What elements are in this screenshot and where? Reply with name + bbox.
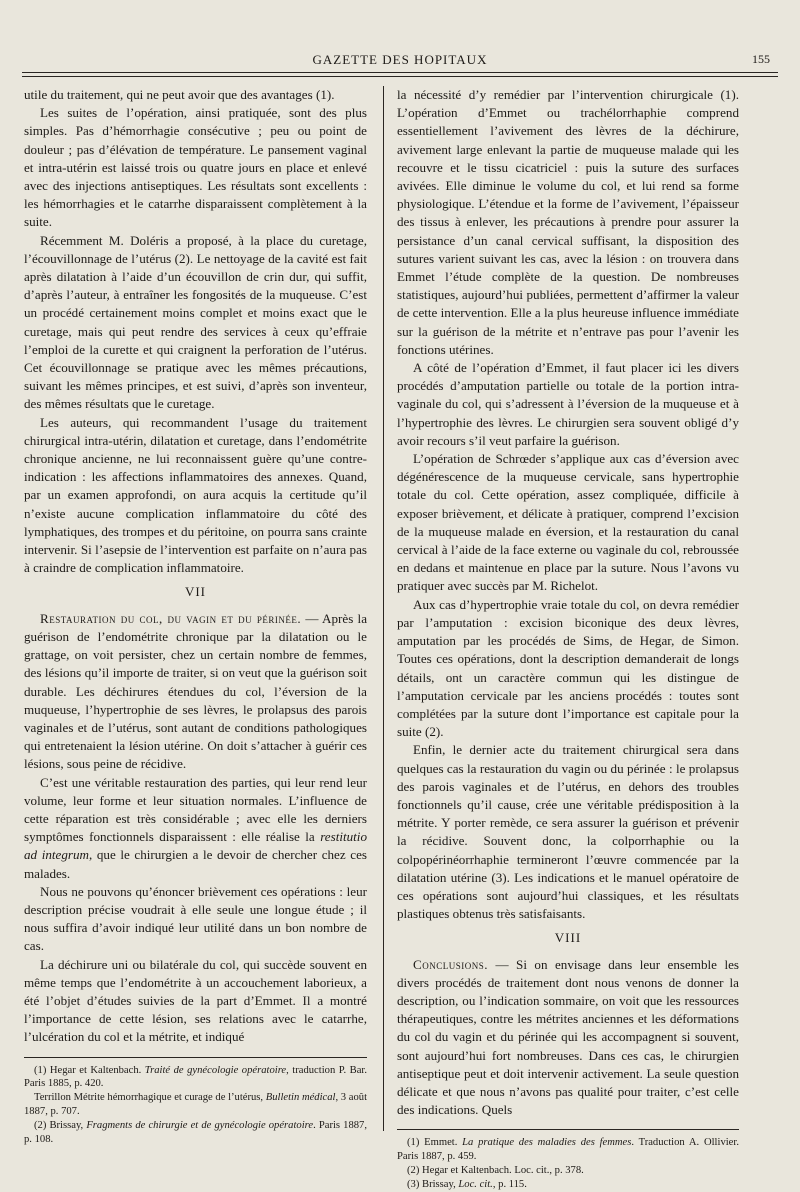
footnote: (2) Hegar et Kaltenbach. Loc. cit., p. 378. <box>407 1164 584 1176</box>
footnote-title: Fragments de chirurgie et de gynécologie opératoire <box>86 1119 314 1131</box>
paragraph: Les suites de l’opération, ainsi pratiquée, sont des plus simples. Pas d’hémorrhagie consécutive ; peu ou point de douleur ; pas d’élévation de température. Le pansement vaginal et intra-utérin est laissé trois ou quatre jours en place et enlevé avec des injections antiseptiques. Les résultats sont excellents : les hémorrhagies et le catarrhe disparaissent complètement à la suite. <box>24 105 367 230</box>
footnote-title: Bulletin médical <box>265 1092 336 1104</box>
paragraph: L’opération de Schrœder s’applique aux cas d’éversion avec dégénérescence de la muqueuse cervicale, sans hypertrophie totale du col. Cette opération, assez compliquée, difficile à exposer brièvement, et délicate à pratiquer, comprend l’excision de la muqueuse malade en éversion, et la restauration du canal cervical à l’aide de la face externe ou vaginale du col, rebroussée en dedans et maintenue en place par la suture. Nous l’avons vu pratiquer avec succès par M. Richelot. <box>397 451 739 594</box>
paragraph-text: , que le chirurgien a le devoir de chercher chez ces malades. <box>24 847 368 881</box>
paragraph: Enfin, le dernier acte du traitement chirurgical sera dans quelques cas la restauration du vagin ou du périnée : le prolapsus des parois vaginales et de l’utérus, en dehors des troubles fonctionnels qu’il cause, crée une véritable prédisposition à la métrite. Y porter remède, ce sera assurer la guérison et prévenir la récidive. Souvent donc, la colporrhaphie ou la colpopérinéorrhaphie termineront l’œuvre commencée par la dilatation utérine (3). Les indications et le manuel opératoire de ces opérations sont aujourd’hui classiques, et les résultats plastiques obtenus très satisfaisants. <box>397 742 739 922</box>
footnote <box>397 1178 739 1192</box>
paragraph: Récemment M. Doléris a proposé, à la place du curetage, l’écouvillonnage de l’utérus (2). Le nettoyage de la cavité est fait après dilatation à l’aide d’un écouvillon de crin dur, qui suffit, d’après l’auteur, à entraîner les fongosités de la muqueuse. C’est un procédé certainement moins complet et moins exact que le curetage, mais qui peut rendre des services à ceux qu’effraie l’emploi de la curette et qui craignent la perforation de l’utérus. Cet écouvillonnage se pratique avec les mêmes précautions, suivant les mêmes principes, et est suivi, d’après son inventeur, des mêmes résultats que le curetage. <box>24 232 367 412</box>
paragraph: Nous ne pouvons qu’énoncer brièvement ces opérations : leur description précise voudrait à elle seule une longue étude ; il nous suffira d’avoir indiqué leur utilité dans un bon nombre de cas. <box>24 883 367 954</box>
publication-title: GAZETTE DES HOPITAUX <box>312 52 488 67</box>
footnote-text: (1) Hegar et Kaltenbach. <box>34 1064 145 1076</box>
footnote-title: Loc. cit. <box>458 1178 493 1190</box>
paragraph <box>397 956 739 1120</box>
footnote <box>397 1136 739 1164</box>
footnote-text: . Traduction A. Ollivier. Paris 1887, p. 459. <box>397 1137 739 1163</box>
footnote-title: La pratique des maladies des femmes <box>462 1137 632 1149</box>
footnote-title: Traité de gynécologie opératoire <box>144 1064 287 1076</box>
header-rule-double <box>22 76 778 77</box>
page-header <box>22 50 778 72</box>
footnote-rule <box>397 1129 739 1130</box>
paragraph-text: C’est une véritable restauration des parties, qui leur rend leur volume, leur forme et leur situation normales. L’influence de cette réparation est très considérable ; avec elle les derniers symptômes fonctionnels disparaissent : elle réalise la <box>24 774 367 845</box>
paragraph: La déchirure uni ou bilatérale du col, qui succède souvent en même temps que l’endométrite à un accouchement laborieux, a été l’objet d’études suivies de la part d’Emmet. Il a montré l’importance de cette lésion, ses relations avec le catarrhe, l’ulcération du col et la métrite, et indiqué <box>24 956 367 1045</box>
footnote-text: (1) Emmet. <box>407 1137 463 1149</box>
footnote-text: Terrillon Métrite hémorrhagique et curage de l’utérus, <box>34 1092 266 1104</box>
paragraph: la nécessité d’y remédier par l’intervention chirurgicale (1). L’opération d’Emmet ou trachélorrhaphie comprend essentiellement l’avivement des lèvres de la déchirure, avivement large enlevant la partie de muqueuse malade qui les recouvre et le tissu cicatriciel : puis la suture des surfaces avivées. Elle diminue le volume du col, et lui rend sa forme physiologique. L’étendue et la forme de l’avivement, l’épaisseur des tissus à enlever, les précautions à prendre pour assurer la persistance d’un canal cervical suffisant, la disposition des sutures varient suivant les cas, avec la lésion : on trouvera dans Emmet l’étude complète de la question. De nombreuses statistiques, aujourd’hui publiées, permettent d’affirmer la valeur de cette intervention. Elle a la plus heureuse influence immédiate sur la guérison de la métrite et n’entrave pas pour l’avenir les fonctions utérines. <box>397 87 739 357</box>
right-column <box>397 86 739 1192</box>
footnote <box>24 1064 367 1092</box>
footnote-text: . Paris 1887, p. 108. <box>24 1119 367 1145</box>
paragraph: Les auteurs, qui recommandent l’usage du traitement chirurgical intra-utérin, dilatation et curetage, dans l’endométrite chronique ancienne, ne lui reconnaissent guère qu’une contre-indication : les affections inflammatoires des annexes. Quand, par un examen approfondi, on aura acquis la certitude qu’il n’existe aucune complication inflammatoire du côté des lymphatiques, des trompes et du péritoine, on pourra sans crainte intervenir. Si l’asepsie de l’intervention est parfaite on n’aura pas à craindre de complication inflammatoire. <box>24 414 367 576</box>
header-rule <box>22 72 778 73</box>
paragraph: A côté de l’opération d’Emmet, il faut placer ici les divers procédés d’amputation partielle ou totale de la portion intra-vaginale du col, qui s’adressent à l’éversion de la muqueuse et à l’hypertrophie des lèvres. Le chirurgien sera souvent obligé d’y avoir recours s’il veut parfaire la guérison. <box>397 360 739 448</box>
paragraph <box>24 774 367 883</box>
page-number: 155 <box>752 52 770 66</box>
footnote-text: , p. 115. <box>492 1178 527 1190</box>
section-heading: Restauration du col, du vagin et du périnée. <box>40 610 302 626</box>
section-heading: Conclusions. <box>413 956 489 972</box>
section-number: VII <box>184 584 207 600</box>
footnote-text: , traduction P. Bar. Paris 1885, p. 420. <box>24 1064 367 1090</box>
section-number: VIII <box>554 930 582 946</box>
paragraph <box>24 610 367 774</box>
paragraph: utile du traitement, qui ne peut avoir que des avantages (1). <box>24 87 335 102</box>
footnote-text: (3) Brissay, <box>407 1178 459 1190</box>
paragraph-text: — Après la guérison de l’endométrite chronique par la dilatation ou le grattage, on voit persister, chez un certain nombre de femmes, des lésions qu’il importe de traiter, si on veut que la guérison soit durable. Les déchirures étendues du col, l’éversion de la muqueuse, l’hypertrophie de ses lèvres, le prolapsus des parois vaginales et de l’utérus, sont autant de conditions pathologiques qui entretenaient la lésion utérine. On doit s’attacher à guérir ces lésions, sous peine de récidive. <box>24 610 368 772</box>
latin-phrase: restitutio ad integrum <box>24 829 367 863</box>
paragraph: Aux cas d’hypertrophie vraie totale du col, on devra remédier par l’amputation : excision biconique des deux lèvres, amputation par les procédés de Sims, de Hegar, de Simon. Toutes ces opérations, dont la description demanderait de longs détails, ont un caractère commun qui les distingue de l’amputation cervicale par les anciens procédés : toutes sont complétées par la suture dont l’importance est capitale pour la suite (2). <box>397 596 739 740</box>
left-column <box>24 86 367 1146</box>
footnote-text: (2) Brissay, <box>34 1119 87 1131</box>
footnotes <box>24 1064 367 1147</box>
footnote <box>24 1119 367 1147</box>
footnote-rule <box>24 1057 367 1058</box>
footnote-text: , 3 août 1887, p. 707. <box>24 1092 368 1117</box>
paragraph-text: — Si on envisage dans leur ensemble les divers procédés de traitement dont nous venons de donner la description, ou l’indication sommaire, on voit que les ressources thérapeutiques, contre les métrites anciennes et les déformations du col du vagin et du périnée qui les accompagnent si souvent, sont aujourd’hui fort nombreuses. Dans ces cas, le chirurgien antiseptique peut et doit intervenir activement. La seule question délicate et que nous n’avons pas qualité pour traiter, c’est celle des indications. Quels <box>397 956 739 1118</box>
column-divider <box>383 86 384 1131</box>
footnote <box>24 1091 367 1119</box>
footnotes <box>397 1136 739 1191</box>
